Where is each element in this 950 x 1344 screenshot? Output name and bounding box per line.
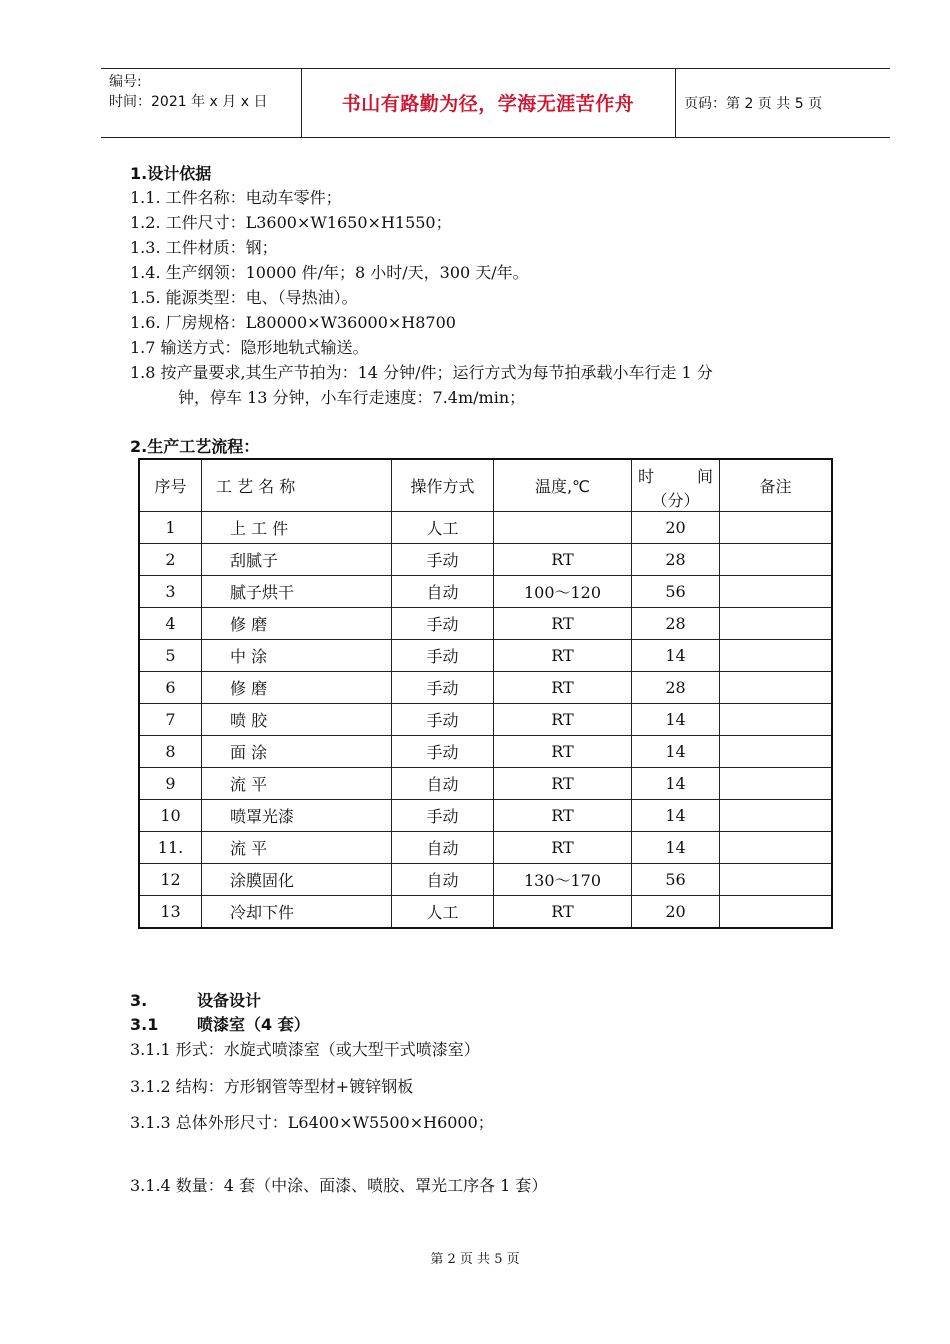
cell-name: 涂膜固化 bbox=[202, 864, 392, 896]
table-row bbox=[139, 832, 832, 864]
cell-name: 中 涂 bbox=[202, 640, 392, 672]
cell-op: 手动 bbox=[392, 608, 494, 640]
page-header bbox=[101, 68, 890, 138]
cell-op: 自动 bbox=[392, 768, 494, 800]
cell-note bbox=[720, 832, 833, 864]
cell-temp: RT bbox=[494, 768, 632, 800]
cell-op: 自动 bbox=[392, 864, 494, 896]
header-page-label: 页码：第 2 页 共 5 页 bbox=[684, 96, 823, 112]
header-time bbox=[632, 459, 720, 512]
cell-note bbox=[720, 864, 833, 896]
table-row bbox=[139, 672, 832, 704]
cell-name: 修 磨 bbox=[202, 672, 392, 704]
table-row bbox=[139, 800, 832, 832]
cell-note bbox=[720, 576, 833, 608]
cell-time: 14 bbox=[632, 768, 720, 800]
header-divider bbox=[675, 69, 676, 137]
cell-temp: RT bbox=[494, 608, 632, 640]
header-time-b: 间 bbox=[696, 467, 713, 486]
cell-no: 4 bbox=[139, 608, 202, 640]
cell-no: 10 bbox=[139, 800, 202, 832]
cell-name: 刮腻子 bbox=[202, 544, 392, 576]
cell-no: 6 bbox=[139, 672, 202, 704]
cell-op: 手动 bbox=[392, 704, 494, 736]
table-row bbox=[139, 864, 832, 896]
section-3-item: 3.1.4 数量：4 套（中涂、面漆、喷胶、罩光工序各 1 套） bbox=[130, 1176, 548, 1195]
section-1-item-continuation: 钟，停车 13 分钟，小车行走速度：7.4m/min； bbox=[178, 388, 526, 407]
cell-op: 自动 bbox=[392, 576, 494, 608]
cell-name: 流 平 bbox=[202, 768, 392, 800]
cell-temp: RT bbox=[494, 800, 632, 832]
cell-name: 流 平 bbox=[202, 832, 392, 864]
cell-no: 5 bbox=[139, 640, 202, 672]
cell-no: 7 bbox=[139, 704, 202, 736]
cell-no: 8 bbox=[139, 736, 202, 768]
cell-note bbox=[720, 512, 833, 544]
section-1-item: 1.7 输送方式：隐形地轨式输送。 bbox=[130, 338, 369, 357]
cell-note bbox=[720, 608, 833, 640]
cell-op: 手动 bbox=[392, 800, 494, 832]
cell-no: 13 bbox=[139, 896, 202, 929]
cell-temp: 100～120 bbox=[494, 576, 632, 608]
cell-time: 20 bbox=[632, 896, 720, 929]
cell-op: 手动 bbox=[392, 640, 494, 672]
cell-name: 面 涂 bbox=[202, 736, 392, 768]
section-1-item: 1.2. 工件尺寸：L3600×W1650×H1550； bbox=[130, 213, 452, 232]
section-2-title: 2.生产工艺流程： bbox=[130, 437, 260, 456]
cell-temp: RT bbox=[494, 704, 632, 736]
header-motto: 书山有路勤为径，学海无涯苦作舟 bbox=[341, 93, 635, 115]
table-row bbox=[139, 576, 832, 608]
header-time-label: 时间：2021 年 x 月 x 日 bbox=[109, 94, 268, 110]
cell-time: 56 bbox=[632, 864, 720, 896]
cell-no: 11. bbox=[139, 832, 202, 864]
cell-op: 自动 bbox=[392, 832, 494, 864]
cell-name: 腻子烘干 bbox=[202, 576, 392, 608]
section-1-item: 1.8 按产量要求,其生产节拍为：14 分钟/件；运行方式为每节拍承载小车行走 1 分 bbox=[130, 363, 713, 382]
cell-note bbox=[720, 672, 833, 704]
section-1-item: 1.6. 厂房规格：L80000×W36000×H8700 bbox=[130, 313, 456, 332]
section-1-item: 1.3. 工件材质：钢； bbox=[130, 238, 278, 257]
cell-time: 14 bbox=[632, 704, 720, 736]
cell-time: 14 bbox=[632, 736, 720, 768]
cell-no: 9 bbox=[139, 768, 202, 800]
cell-temp: RT bbox=[494, 832, 632, 864]
header-code-label: 编号: bbox=[109, 74, 142, 90]
cell-time: 14 bbox=[632, 640, 720, 672]
cell-note bbox=[720, 736, 833, 768]
cell-note bbox=[720, 640, 833, 672]
table-row bbox=[139, 512, 832, 544]
header-meta bbox=[109, 72, 267, 112]
section-1-item: 1.5. 能源类型：电、（导热油）。 bbox=[130, 288, 358, 307]
section-1-item: 1.4. 生产纲领：10000 件/年；8 小时/天，300 天/年。 bbox=[130, 263, 529, 282]
cell-time: 14 bbox=[632, 800, 720, 832]
table-row bbox=[139, 896, 832, 929]
header-op: 操作方式 bbox=[392, 459, 494, 512]
section-3-1-title: 喷漆室（4 套） bbox=[197, 1015, 310, 1034]
header-temp: 温度,℃ bbox=[494, 459, 632, 512]
cell-no: 3 bbox=[139, 576, 202, 608]
table-row bbox=[139, 640, 832, 672]
cell-op: 手动 bbox=[392, 672, 494, 704]
table-row bbox=[139, 704, 832, 736]
cell-op: 人工 bbox=[392, 512, 494, 544]
cell-name: 喷 胶 bbox=[202, 704, 392, 736]
cell-time: 28 bbox=[632, 672, 720, 704]
cell-note bbox=[720, 896, 833, 929]
section-3-item: 3.1.3 总体外形尺寸：L6400×W5500×H6000； bbox=[130, 1113, 494, 1132]
section-1-item: 1.1. 工件名称：电动车零件； bbox=[130, 188, 342, 207]
table-row bbox=[139, 736, 832, 768]
cell-note bbox=[720, 800, 833, 832]
cell-note bbox=[720, 768, 833, 800]
cell-temp: RT bbox=[494, 896, 632, 929]
header-name: 工 艺 名 称 bbox=[202, 459, 392, 512]
cell-temp: RT bbox=[494, 544, 632, 576]
cell-name: 修 磨 bbox=[202, 608, 392, 640]
section-3-number: 3. bbox=[130, 991, 148, 1010]
cell-temp: RT bbox=[494, 640, 632, 672]
cell-temp: 130～170 bbox=[494, 864, 632, 896]
cell-temp: RT bbox=[494, 736, 632, 768]
header-note: 备注 bbox=[720, 459, 833, 512]
section-3-1-number: 3.1 bbox=[130, 1015, 159, 1034]
cell-op: 手动 bbox=[392, 736, 494, 768]
header-time-a: 时 bbox=[638, 467, 655, 486]
cell-time: 14 bbox=[632, 832, 720, 864]
table-row bbox=[139, 768, 832, 800]
cell-no: 1 bbox=[139, 512, 202, 544]
cell-name: 上 工 件 bbox=[202, 512, 392, 544]
cell-note bbox=[720, 704, 833, 736]
cell-temp: RT bbox=[494, 672, 632, 704]
cell-no: 2 bbox=[139, 544, 202, 576]
table-header-row bbox=[139, 459, 832, 512]
cell-op: 手动 bbox=[392, 544, 494, 576]
table-row bbox=[139, 608, 832, 640]
cell-time: 20 bbox=[632, 512, 720, 544]
cell-op: 人工 bbox=[392, 896, 494, 929]
cell-note bbox=[720, 544, 833, 576]
section-3-title: 设备设计 bbox=[197, 991, 262, 1010]
cell-time: 28 bbox=[632, 608, 720, 640]
section-3-item: 3.1.2 结构：方形钢管等型材+镀锌钢板 bbox=[130, 1077, 414, 1096]
process-table bbox=[138, 458, 833, 929]
cell-time: 28 bbox=[632, 544, 720, 576]
section-1-title: 1.设计依据 bbox=[130, 164, 212, 183]
table-row bbox=[139, 544, 832, 576]
page-footer: 第 2 页 共 5 页 bbox=[430, 1252, 520, 1267]
cell-name: 喷罩光漆 bbox=[202, 800, 392, 832]
cell-no: 12 bbox=[139, 864, 202, 896]
header-no: 序号 bbox=[139, 459, 202, 512]
cell-time: 56 bbox=[632, 576, 720, 608]
section-3-item: 3.1.1 形式：水旋式喷漆室（或大型干式喷漆室） bbox=[130, 1040, 480, 1059]
cell-temp bbox=[494, 512, 632, 544]
cell-name: 冷却下件 bbox=[202, 896, 392, 929]
header-time-c: （分） bbox=[651, 491, 700, 510]
